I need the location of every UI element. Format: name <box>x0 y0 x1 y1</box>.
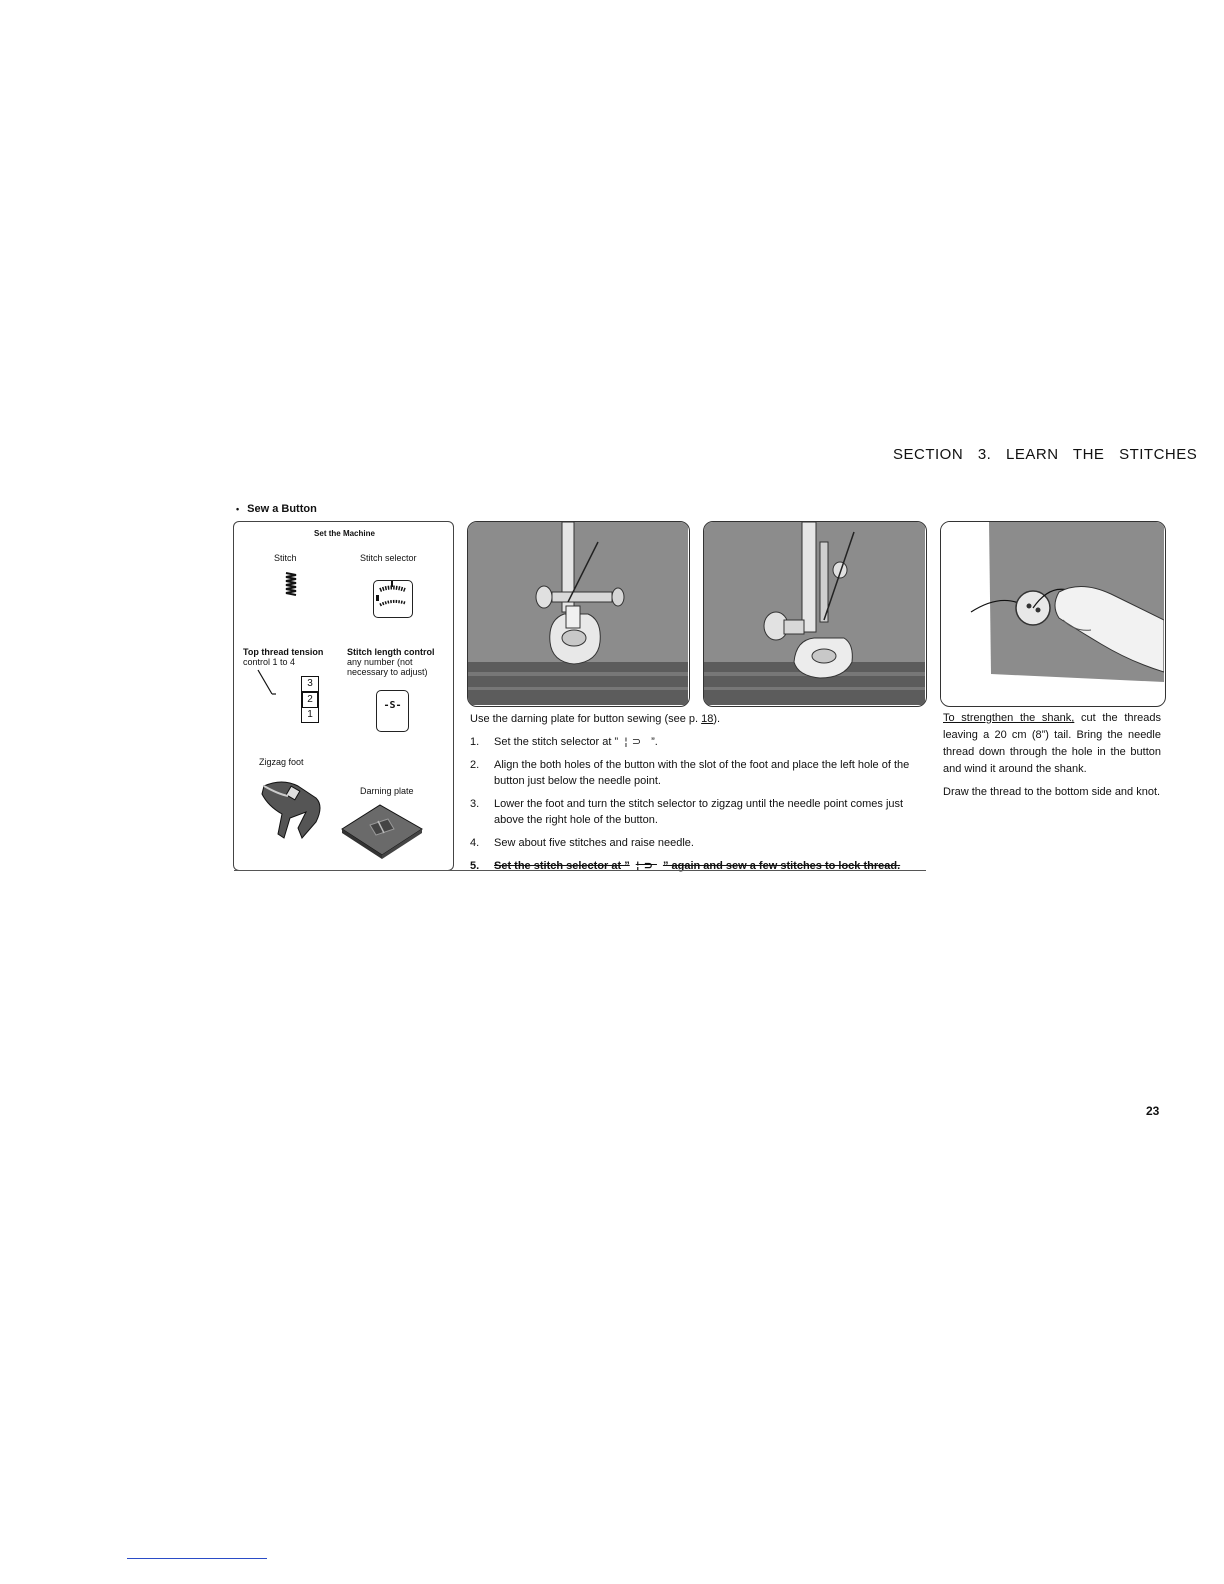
step-text: Sew about five stitches and raise needle. <box>494 837 694 849</box>
stitch-length-label-line3: necessary to adjust) <box>347 667 428 677</box>
sew-button-title: Sew a Button <box>247 503 317 515</box>
intro-text: Use the darning plate for button sewing (see p. <box>470 713 702 725</box>
step-item <box>470 796 930 828</box>
step-text: Align the both holes of the button with the slot of the foot and place the left hole of the button just below the needle point. <box>494 759 910 787</box>
step-number: 4. <box>470 837 480 849</box>
zigzag-stitch-icon <box>283 572 299 596</box>
sew-button-heading <box>236 503 317 515</box>
bullet: • <box>236 504 240 514</box>
stitch-length-label <box>347 647 435 677</box>
darning-plate-icon <box>340 803 424 859</box>
stitch-selector-dial-icon <box>373 580 413 618</box>
zigzag-foot-icon <box>258 776 330 840</box>
tension-number-1: 1 <box>307 709 313 720</box>
tension-label-line1: Top thread tension <box>243 647 324 657</box>
stitch-selector-label: Stitch selector <box>360 553 417 563</box>
section-title: SECTION 3. LEARN THE STITCHES <box>893 446 1198 463</box>
photo-sewing-button <box>703 521 927 707</box>
shank-tip-paragraph-1 <box>943 710 1161 778</box>
stitch-length-dial-text: -S- <box>383 700 402 711</box>
step-item <box>470 757 930 789</box>
step-number: 3. <box>470 798 480 810</box>
step-text-after: ”. <box>651 736 658 748</box>
machine-settings-box <box>233 521 454 871</box>
step-number: 1. <box>470 736 480 748</box>
photo-strengthen-shank <box>940 521 1166 707</box>
shank-tip-paragraph-2: Draw the thread to the bottom side and knot. <box>943 786 1161 798</box>
step-item <box>470 835 930 851</box>
tension-label-line2: control 1 to 4 <box>243 657 296 667</box>
step-item <box>470 858 930 874</box>
shank-tip-text: cut the threads leaving a 20 cm (8”) tail. Bring the needle thread down through the hole in the button and wind it around the shank. <box>943 712 1162 775</box>
tension-label <box>243 647 323 667</box>
tension-pointer-icon <box>256 668 276 708</box>
photo-button-placement <box>467 521 690 707</box>
step-text-after: ” again and sew a few stitches to lock thread. <box>662 860 901 872</box>
tension-dial-icon <box>301 676 319 723</box>
straight-stitch-icon: ¦⊃ <box>635 859 657 872</box>
shank-tips <box>943 710 1161 807</box>
page-reference-link[interactable]: 18 <box>701 713 714 725</box>
tension-number-3: 3 <box>302 677 318 692</box>
page-number: 23 <box>1146 1104 1160 1118</box>
straight-stitch-icon: ¦⊃ <box>624 735 646 748</box>
tension-number-2: 2 <box>302 692 318 708</box>
steps-list <box>470 734 930 874</box>
divider-line <box>234 870 926 871</box>
machine-settings-title: Set the Machine <box>314 529 375 538</box>
instructions-intro <box>470 711 930 727</box>
zigzag-foot-label: Zigzag foot <box>259 757 304 767</box>
stitch-length-dial-icon <box>376 690 409 732</box>
link-underline <box>127 1558 267 1559</box>
shank-tip-emphasis: To strengthen the shank, <box>943 712 1075 724</box>
stitch-length-label-line1: Stitch length control <box>347 647 435 657</box>
step-text: Set the stitch selector at ” <box>494 736 619 748</box>
stitch-label: Stitch <box>274 553 297 563</box>
step-item <box>470 734 930 750</box>
stitch-length-label-line2: any number (not <box>347 657 413 667</box>
instructions <box>470 711 930 881</box>
step-text: Set the stitch selector at ” <box>494 860 630 872</box>
step-number: 2. <box>470 759 480 771</box>
step-number: 5. <box>470 860 480 872</box>
darning-plate-label: Darning plate <box>360 786 414 796</box>
step-text: Lower the foot and turn the stitch selector to zigzag until the needle point comes just above the right hole of the button. <box>494 798 904 826</box>
intro-end: ). <box>713 713 721 725</box>
